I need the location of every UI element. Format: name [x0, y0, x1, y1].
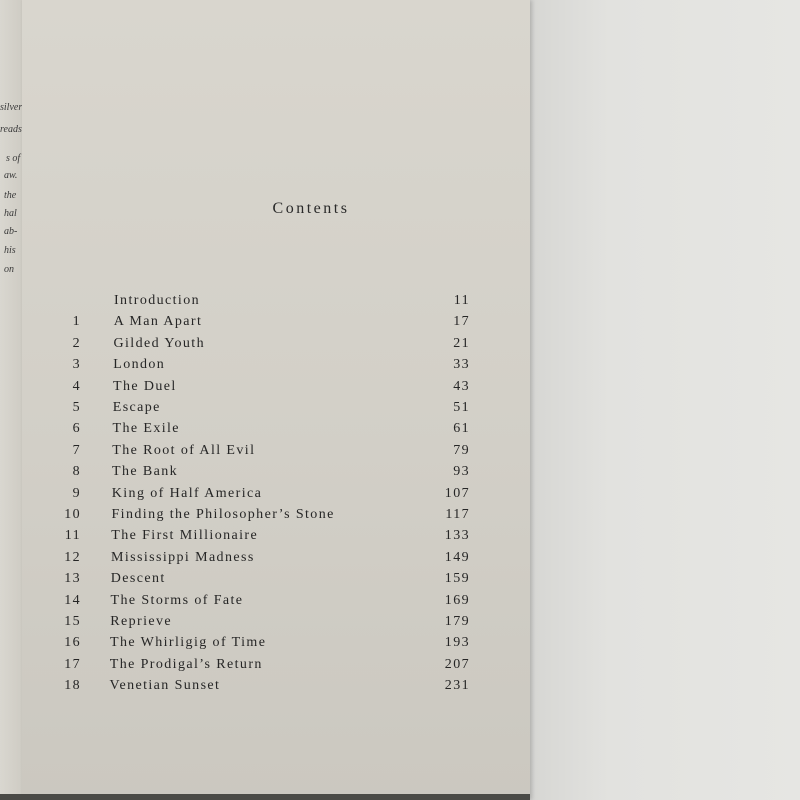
toc-entry [22, 614, 530, 635]
prev-page-fragment: the [4, 190, 17, 201]
chapter-number: 9 [72, 485, 81, 501]
chapter-number: 14 [64, 592, 81, 608]
chapter-title: Reprieve [110, 614, 172, 629]
page-number: 79 [453, 442, 470, 458]
chapter-title: Gilded Youth [113, 335, 205, 351]
chapter-title: The Root of All Evil [112, 442, 256, 458]
chapter-title: Finding the Philosopher’s Stone [111, 507, 335, 522]
chapter-number: 1 [72, 314, 81, 330]
prev-page-fragment: his [4, 245, 16, 256]
toc-entry [22, 593, 530, 614]
prev-page-fragment: hal [4, 208, 17, 219]
toc-entry [22, 486, 530, 507]
chapter-title: Venetian Sunset [109, 678, 221, 694]
chapter-number: 10 [64, 507, 81, 522]
chapter-title: The First Millionaire [111, 528, 259, 544]
page-number: 107 [444, 485, 470, 501]
prev-page-fragment: on [4, 264, 14, 275]
chapter-number: 17 [64, 656, 81, 672]
chapter-number: 8 [72, 464, 81, 480]
toc-entry [22, 443, 530, 464]
chapter-number: 5 [72, 400, 81, 415]
right-blank-page [528, 0, 800, 800]
prev-page-fragment: s of [6, 153, 21, 164]
chapter-number: 4 [72, 378, 81, 394]
prev-page-fragment: aw. [4, 170, 18, 181]
chapter-number: 6 [72, 421, 81, 437]
page-number: 61 [453, 421, 470, 437]
chapter-title: The Storms of Fate [110, 592, 244, 608]
page-number: 17 [453, 314, 470, 330]
previous-page-edge [0, 0, 22, 800]
chapter-number: 13 [64, 571, 81, 587]
prev-page-fragment: silver [0, 102, 22, 113]
chapter-title: The Bank [112, 464, 179, 480]
chapter-number: 18 [64, 678, 81, 694]
chapter-number: 16 [64, 635, 81, 651]
page-number: 149 [444, 549, 470, 565]
toc-entry [22, 571, 530, 592]
toc-entry [22, 336, 530, 357]
page-number: 159 [444, 571, 470, 587]
toc-entry [22, 678, 530, 699]
page-bottom-edge [0, 794, 530, 800]
page-number: 231 [444, 678, 470, 694]
chapter-number: 12 [64, 549, 81, 565]
chapter-title: Introduction [114, 293, 201, 308]
page-number: 117 [445, 507, 470, 522]
prev-page-fragment: reads [0, 124, 22, 135]
chapter-title: King of Half America [111, 485, 263, 501]
toc-entry [22, 421, 530, 442]
chapter-title: London [113, 357, 166, 373]
chapter-title: Escape [112, 400, 161, 415]
toc-entry [22, 657, 530, 678]
page-number: 169 [444, 592, 470, 608]
toc-entry [22, 464, 530, 485]
toc-entry [22, 528, 530, 549]
chapter-title: The Prodigal’s Return [109, 656, 263, 672]
chapter-title: Descent [110, 571, 166, 587]
chapter-number: 15 [64, 614, 81, 629]
toc-entry [22, 357, 530, 378]
toc-entry [22, 635, 530, 656]
chapter-number: 3 [72, 357, 81, 373]
page-number: 179 [444, 614, 470, 629]
toc-entry [22, 400, 530, 421]
table-of-contents [22, 0, 530, 800]
page-title: Contents [272, 200, 350, 217]
chapter-title: The Duel [113, 378, 177, 394]
toc-entry [22, 379, 530, 400]
toc-entry [22, 550, 530, 571]
page-number: 207 [444, 656, 470, 672]
page-number: 21 [453, 335, 470, 351]
page-number: 193 [444, 635, 470, 651]
chapter-title: A Man Apart [113, 314, 203, 330]
contents-page [22, 0, 530, 800]
chapter-title: Mississippi Madness [111, 549, 255, 565]
page-number: 11 [453, 293, 470, 308]
toc-entry [22, 293, 530, 314]
chapter-number: 2 [72, 335, 81, 351]
chapter-number: 11 [64, 528, 81, 544]
page-number: 33 [453, 357, 470, 373]
chapter-title: The Whirligig of Time [110, 635, 267, 651]
page-number: 93 [453, 464, 470, 480]
toc-entry [22, 507, 530, 528]
page-number: 133 [444, 528, 470, 544]
page-number: 43 [453, 378, 470, 394]
prev-page-fragment: ab- [4, 226, 18, 237]
toc-entry [22, 314, 530, 335]
page-number: 51 [453, 400, 470, 415]
chapter-number: 7 [72, 442, 81, 458]
chapter-title: The Exile [112, 421, 180, 437]
